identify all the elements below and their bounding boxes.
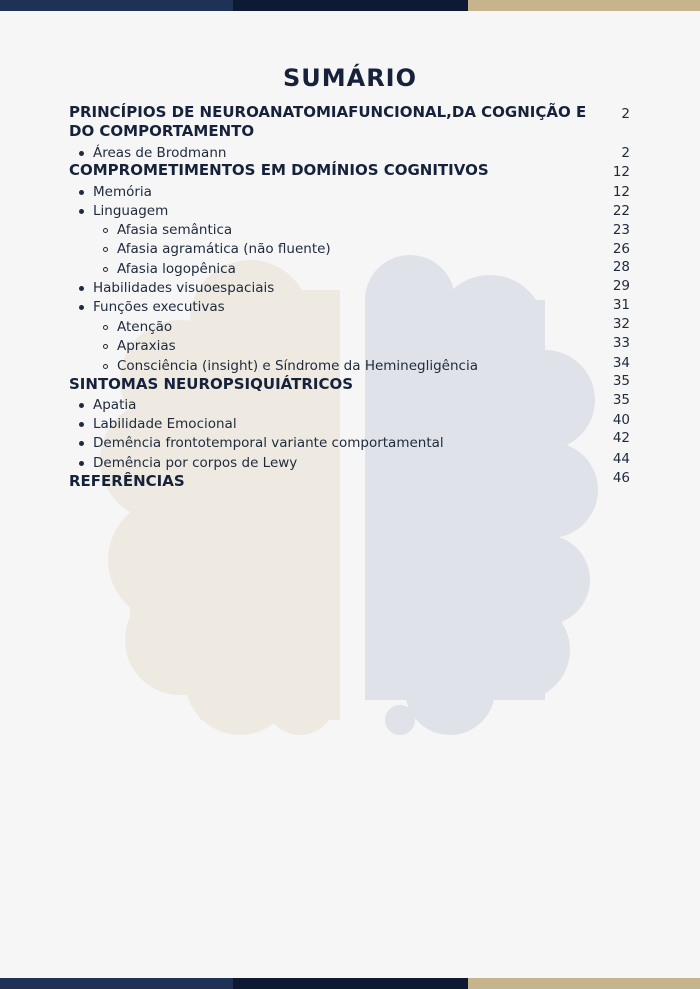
toc-item: Áreas de Brodmann [93,145,227,161]
toc-page-number: 12 [612,164,630,180]
toc-page-number: 2 [621,106,630,122]
toc-subitem: Afasia semântica [117,222,233,238]
bottom-bar-segment-dark [233,978,468,989]
toc-page-number: 22 [612,203,630,219]
toc-item: Funções executivas [93,299,225,315]
toc-subitem: Atenção [117,319,173,335]
toc-item: Demência frontotemporal variante comportamental [93,435,444,451]
bullet-circle [103,344,108,349]
toc-page-number: 23 [612,222,630,238]
bullet-dot [79,422,84,427]
page-title: SUMÁRIO [282,64,418,92]
toc-item: Demência por corpos de Lewy [93,455,298,471]
toc-section-heading: PRINCÍPIOS DE NEUROANATOMIAFUNCIONAL,DA COGNIÇÃO E DO COMPORTAMENTO [69,103,587,140]
bottom-bar-segment-navy [0,978,233,989]
toc-page-number: 26 [612,241,630,257]
toc-subitem: Consciência (insight) e Síndrome da Heminegligência [117,358,478,374]
toc-page-number: 33 [612,335,630,351]
bullet-dot [79,441,84,446]
bullet-dot [79,403,84,408]
bullet-dot [79,286,84,291]
bullet-circle [103,247,108,252]
toc-item: Linguagem [93,203,169,219]
toc-subitem: Afasia logopênica [117,261,236,277]
bullet-circle [103,228,108,233]
toc-page-number: 35 [612,373,630,389]
toc-section-heading: COMPROMETIMENTOS EM DOMÍNIOS COGNITIVOS [69,161,489,179]
toc-page-number: 29 [612,278,630,294]
bullet-dot [79,190,84,195]
toc-page-number: 12 [612,184,630,200]
bullet-dot [79,151,84,156]
toc-page-number: 35 [612,392,630,408]
bullet-dot [79,305,84,310]
bullet-circle [103,267,108,272]
toc-section-heading: REFERÊNCIAS [69,472,185,490]
toc-subitem: Afasia agramática (não fluente) [117,241,331,257]
toc-item: Habilidades visuoespaciais [93,280,275,296]
toc-page-number: 32 [612,316,630,332]
bullet-circle [103,325,108,330]
bullet-dot [79,209,84,214]
bottom-color-bar [0,978,700,989]
toc-subitem: Apraxias [117,338,176,354]
toc-page-number: 2 [621,145,630,161]
toc-page-number: 40 [612,412,630,428]
toc-page-number: 28 [612,259,630,275]
toc-item: Labilidade Emocional [93,416,237,432]
toc-item: Apatia [93,397,137,413]
toc-page-number: 31 [612,297,630,313]
toc-page-number: 44 [612,451,630,467]
bullet-dot [79,461,84,466]
toc-item: Memória [93,184,152,200]
bottom-bar-segment-gold [468,978,700,989]
toc-section-heading: SINTOMAS NEUROPSIQUIÁTRICOS [69,375,354,393]
toc-page-number: 34 [612,355,630,371]
toc-page-number: 46 [612,470,630,486]
bullet-circle [103,364,108,369]
toc-page-number: 42 [612,430,630,446]
